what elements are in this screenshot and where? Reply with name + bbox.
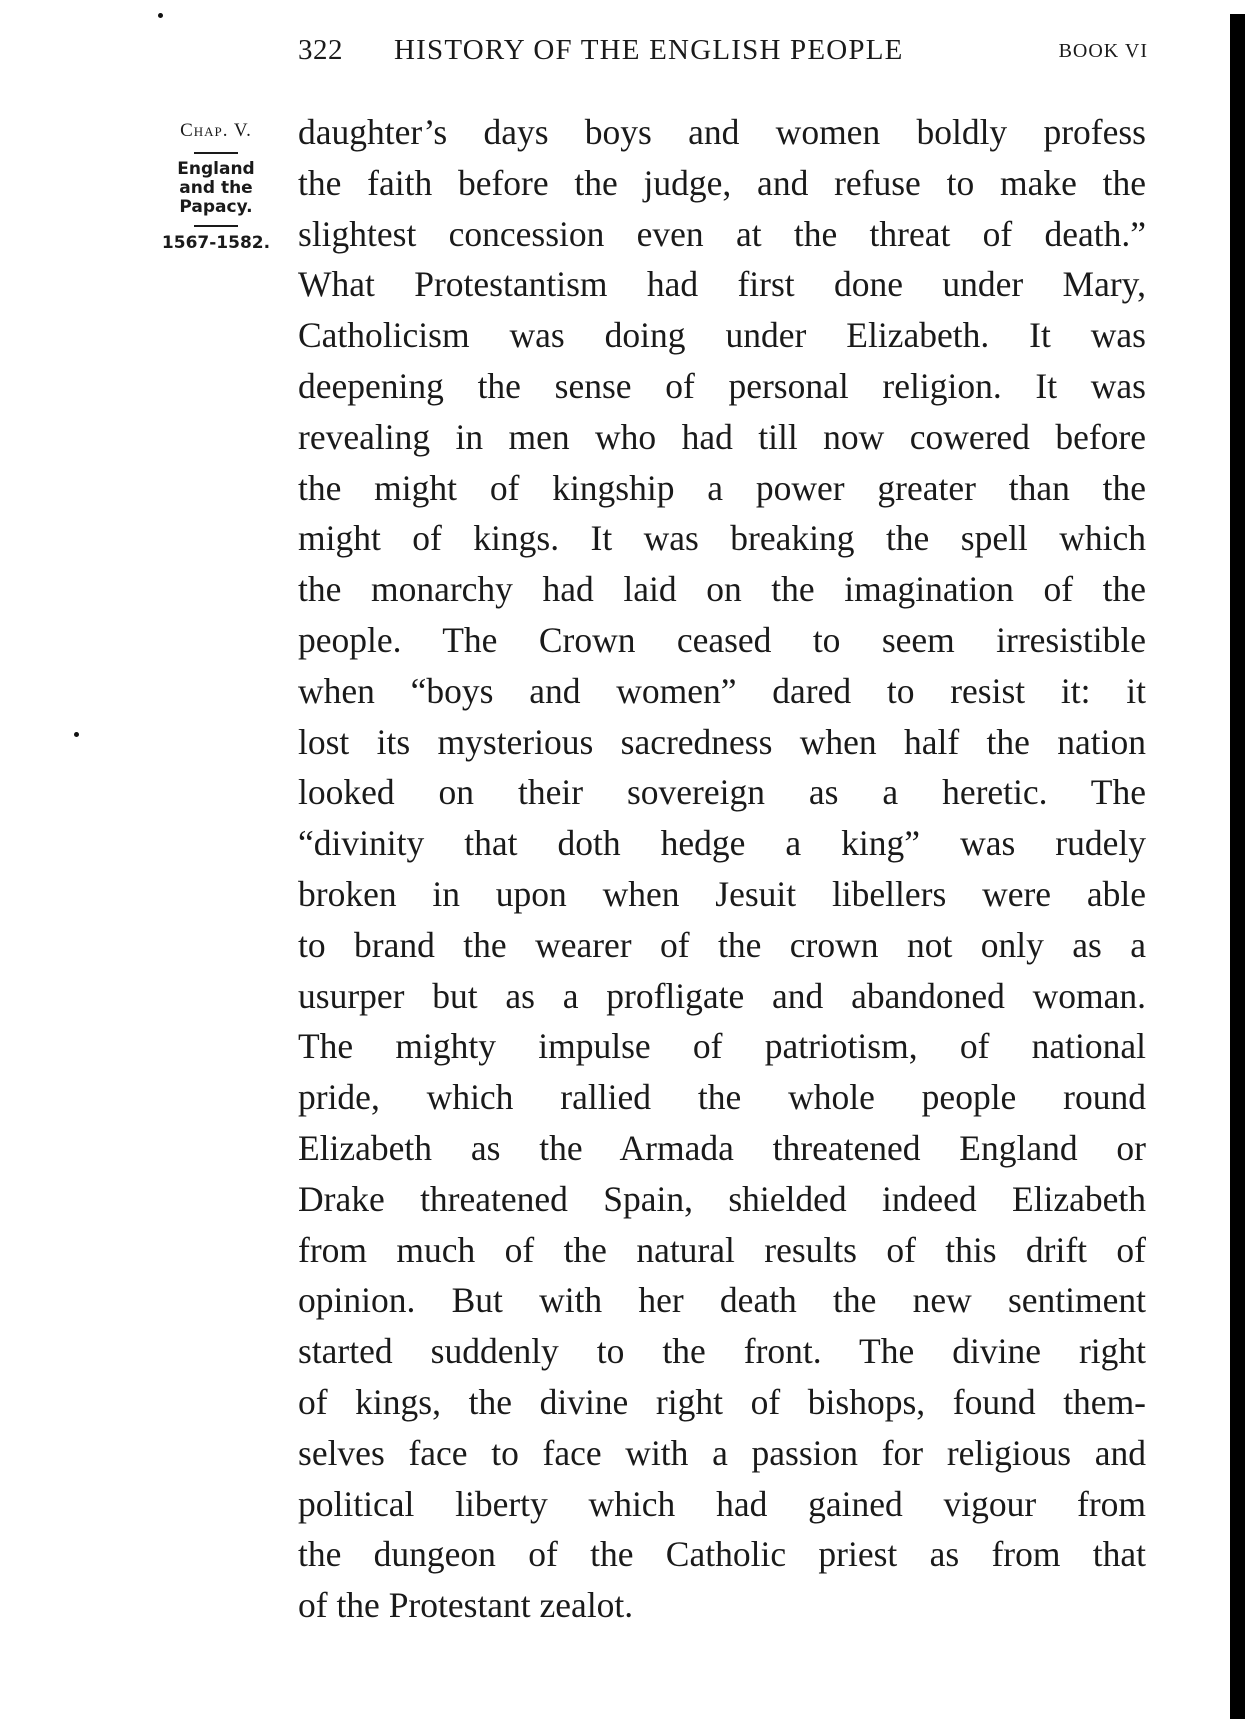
text-line: opinion. But with her death the new sentiment — [298, 1280, 1146, 1321]
text-line: Catholicism was doing under Elizabeth. It was — [298, 315, 1146, 356]
text-line: of kings, the divine right of bishops, found them- — [298, 1381, 1146, 1422]
text-line: daughter’s days boys and women boldly profess — [298, 112, 1146, 152]
text-line: slightest concession even at the threat of death.” — [298, 213, 1146, 254]
text-line: deepening the sense of personal religion. It was — [298, 365, 1146, 406]
chapter-label: Chap. V. — [180, 120, 252, 141]
running-title: HISTORY OF THE ENGLISH PEOPLE — [394, 34, 904, 66]
text-line: broken in upon when Jesuit libellers were able — [298, 873, 1146, 914]
page-edge-shadow — [1230, 14, 1245, 1719]
page-number: 322 — [298, 34, 343, 66]
text-line: lost its mysterious sacredness when half the nation — [298, 721, 1146, 762]
text-line: The mighty impulse of patriotism, of national — [298, 1026, 1146, 1067]
text-line: the faith before the judge, and refuse to make the — [298, 162, 1146, 203]
text-line: from much of the natural results of this drift of — [298, 1229, 1146, 1270]
ink-speck — [74, 732, 79, 737]
text-line: the monarchy had laid on the imagination of the — [298, 569, 1146, 610]
margin-rule — [194, 225, 238, 227]
text-line: the dungeon of the Catholic priest as from that — [298, 1534, 1146, 1575]
text-line: “divinity that doth hedge a king” was rudely — [298, 823, 1146, 864]
margin-topic — [158, 160, 274, 217]
text-line: What Protestantism had first done under Mary, — [298, 264, 1146, 305]
book-label: BOOK VI — [1058, 40, 1148, 62]
margin-topic-line: England — [177, 159, 255, 179]
text-line: of the Protestant zealot. — [298, 1585, 634, 1626]
margin-rule — [194, 152, 238, 154]
text-line: might of kings. It was breaking the spell which — [298, 518, 1146, 559]
text-line: usurper but as a profligate and abandoned woman. — [298, 975, 1146, 1016]
text-line: selves face to face with a passion for religious and — [298, 1432, 1146, 1473]
text-line: looked on their sovereign as a heretic. The — [298, 772, 1146, 813]
text-line: Drake threatened Spain, shielded indeed Elizabeth — [298, 1178, 1146, 1219]
text-line: revealing in men who had till now cowered before — [298, 416, 1146, 457]
text-line: political liberty which had gained vigour from — [298, 1483, 1146, 1524]
ink-speck — [158, 13, 163, 18]
text-line: people. The Crown ceased to seem irresistible — [298, 619, 1146, 660]
text-line: started suddenly to the front. The divine right — [298, 1331, 1146, 1372]
marginal-note — [158, 118, 274, 253]
running-header — [298, 34, 1148, 70]
text-line: to brand the wearer of the crown not only as a — [298, 924, 1146, 965]
text-line: the might of kingship a power greater than the — [298, 467, 1146, 508]
text-line: when “boys and women” dared to resist it: it — [298, 670, 1146, 711]
body-text — [298, 107, 1146, 1631]
text-line: pride, which rallied the whole people round — [298, 1077, 1146, 1118]
text-line: Elizabeth as the Armada threatened England or — [298, 1127, 1146, 1168]
margin-topic-line: and the — [179, 178, 253, 198]
margin-dates: 1567-1582. — [161, 233, 271, 253]
margin-topic-line: Papacy. — [179, 197, 253, 217]
